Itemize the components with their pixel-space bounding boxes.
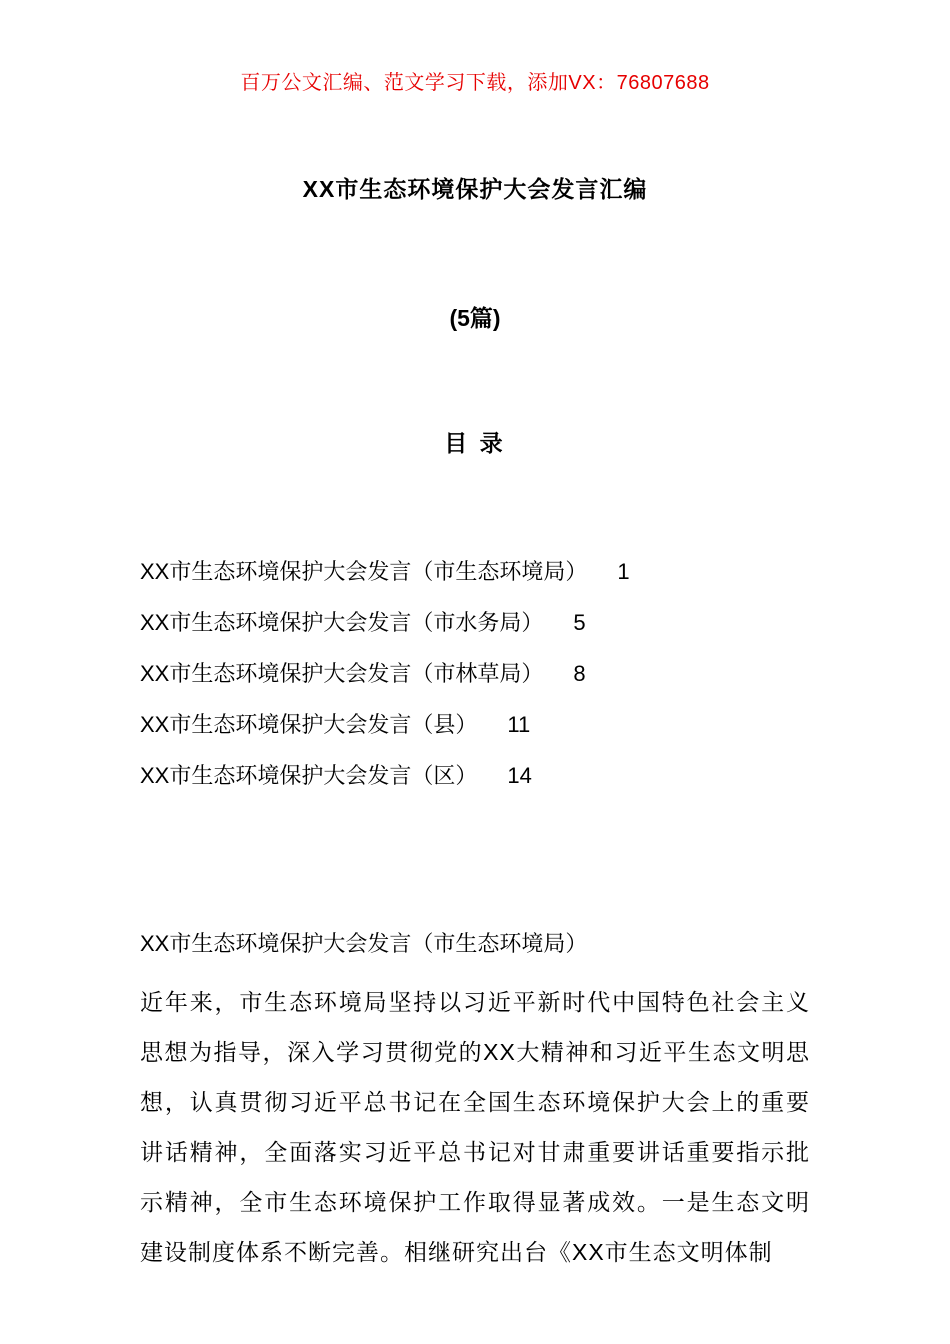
toc-item-label: XX市生态环境保护大会发言（市林草局） xyxy=(140,661,544,686)
toc-item xyxy=(140,597,810,648)
toc-item xyxy=(140,699,810,750)
toc-item-label: XX市生态环境保护大会发言（区） xyxy=(140,763,478,788)
toc-item xyxy=(140,546,810,597)
toc-item-label: XX市生态环境保护大会发言（县） xyxy=(140,712,478,737)
section-body-text: 近年来，市生态环境局坚持以习近平新时代中国特色社会主义思想为指导，深入学习贯彻党的XX大精神和习近平生态文明思想，认真贯彻习近平总书记在全国生态环境保护大会上的重要讲话精神，全面落实习近平总书记对甘肃重要讲话重要指示批示精神，全市生态环境保护工作取得显著成效。一是生态文明建设制度体系不断完善。相继研究出台《XX市生态文明体制 xyxy=(140,989,810,1265)
toc-item xyxy=(140,648,810,699)
toc-item-page: 5 xyxy=(573,610,586,635)
document-count-label: (5篇) xyxy=(449,305,501,331)
toc-item-page: 14 xyxy=(507,763,532,788)
toc-item-page: 1 xyxy=(617,559,630,584)
toc-item-label: XX市生态环境保护大会发言（市生态环境局） xyxy=(140,559,588,584)
toc-item-page: 8 xyxy=(573,661,586,686)
document-title: XX市生态环境保护大会发言汇编 xyxy=(302,176,648,202)
toc-item-page: 11 xyxy=(507,712,531,737)
toc-item-label: XX市生态环境保护大会发言（市水务局） xyxy=(140,610,544,635)
toc-item xyxy=(140,750,810,801)
toc-list xyxy=(140,546,810,801)
toc-title: 目 录 xyxy=(444,430,506,456)
promo-header-text: 百万公文汇编、范文学习下载，添加VX：76807688 xyxy=(240,72,710,94)
section-heading: XX市生态环境保护大会发言（市生态环境局） xyxy=(140,931,588,956)
